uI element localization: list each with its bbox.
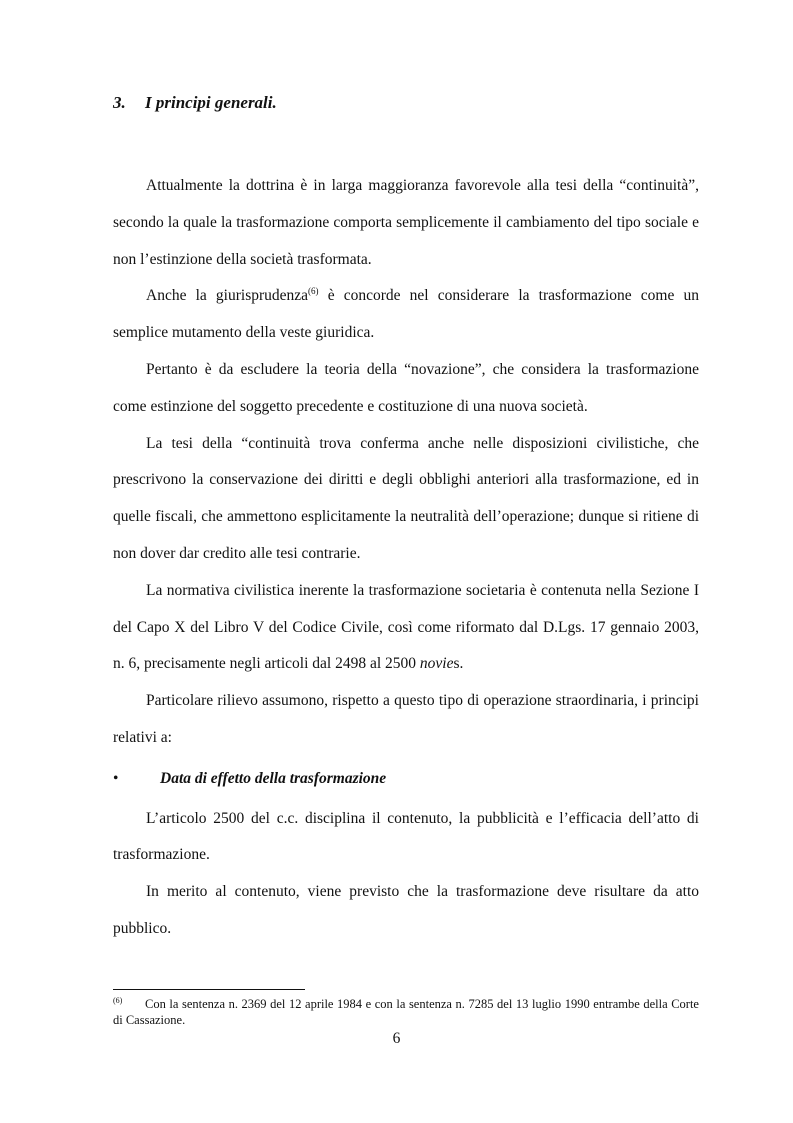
section-title: I principi generali. bbox=[145, 93, 277, 112]
bullet-icon: • bbox=[113, 769, 119, 787]
bullet-item-text: Data di effetto della trasformazione bbox=[160, 769, 387, 787]
novies-italic: novie bbox=[419, 655, 454, 673]
paragraph-civil-law-norms bbox=[113, 573, 699, 683]
footnote-divider bbox=[113, 989, 305, 990]
page-number: 6 bbox=[392, 1030, 401, 1047]
paragraph-jurisprudence-start: Anche la giurisprudenza bbox=[146, 287, 309, 305]
footnote-text: Con la sentenza n. 2369 del 12 aprile 1984 e con la sentenza n. 7285 del 13 luglio 1990 entrambe della Corte di Cassazione. bbox=[113, 997, 699, 1027]
paragraph-principles-intro: Particolare rilievo assumono, rispetto a questo tipo di operazione straordinaria, i principi relativi a: bbox=[113, 692, 699, 746]
body-text bbox=[113, 168, 699, 948]
footnote: (6) Con la sentenza n. 2369 del 12 aprile 1984 e con la sentenza n. 7285 del 13 luglio 1990 entrambe della Corte di Cassazione. bbox=[113, 995, 699, 1027]
paragraph-civil-law-norms-end: s. bbox=[453, 655, 464, 673]
paragraph-continuity-confirmation: La tesi della “continuità trova conferma anche nelle disposizioni civilistiche, che prescrivono la conservazione dei diritti e degli obblighi anteriori alla trasformazione, ed in quelle fiscali, che ammettono esplicitamente la neutralità dell’operazione; dunque si ritiene di non dover dar credito alle tesi contrarie. bbox=[113, 434, 699, 562]
paragraph-continuity-thesis: Attualmente la dottrina è in larga maggioranza favorevole alla tesi della “continuità”, secondo la quale la trasformazione comporta semplicemente il cambiamento del tipo sociale e non l’estinzione della società trasformata. bbox=[113, 177, 699, 268]
section-number: 3. bbox=[113, 93, 126, 112]
paragraph-public-deed: In merito al contenuto, viene previsto che la trasformazione deve risultare da atto pubblico. bbox=[113, 883, 699, 937]
paragraph-jurisprudence bbox=[113, 278, 699, 352]
section-heading bbox=[113, 93, 277, 113]
paragraph-jurisprudence-end: è concorde nel considerare la trasformazione come un semplice mutamento della veste giuridica. bbox=[113, 287, 699, 342]
footnote-reference: (6) bbox=[308, 286, 319, 297]
paragraph-civil-law-norms-start: La normativa civilistica inerente la trasformazione societaria è contenuta nella Sezione I del Capo X del Libro V del Codice Civile, così come riformato dal D.Lgs. 17 gennaio 2003, n. 6, precisamente negli articoli dal 2498 al 2500 bbox=[113, 581, 699, 673]
bullet-item bbox=[113, 761, 699, 798]
paragraph-novation-theory: Pertanto è da escludere la teoria della “novazione”, che considera la trasformazione come estinzione del soggetto precedente e costituzione di una nuova società. bbox=[113, 360, 699, 415]
paragraph-article-2500: L’articolo 2500 del c.c. disciplina il contenuto, la pubblicità e l’efficacia dell’atto di trasformazione. bbox=[113, 809, 699, 864]
